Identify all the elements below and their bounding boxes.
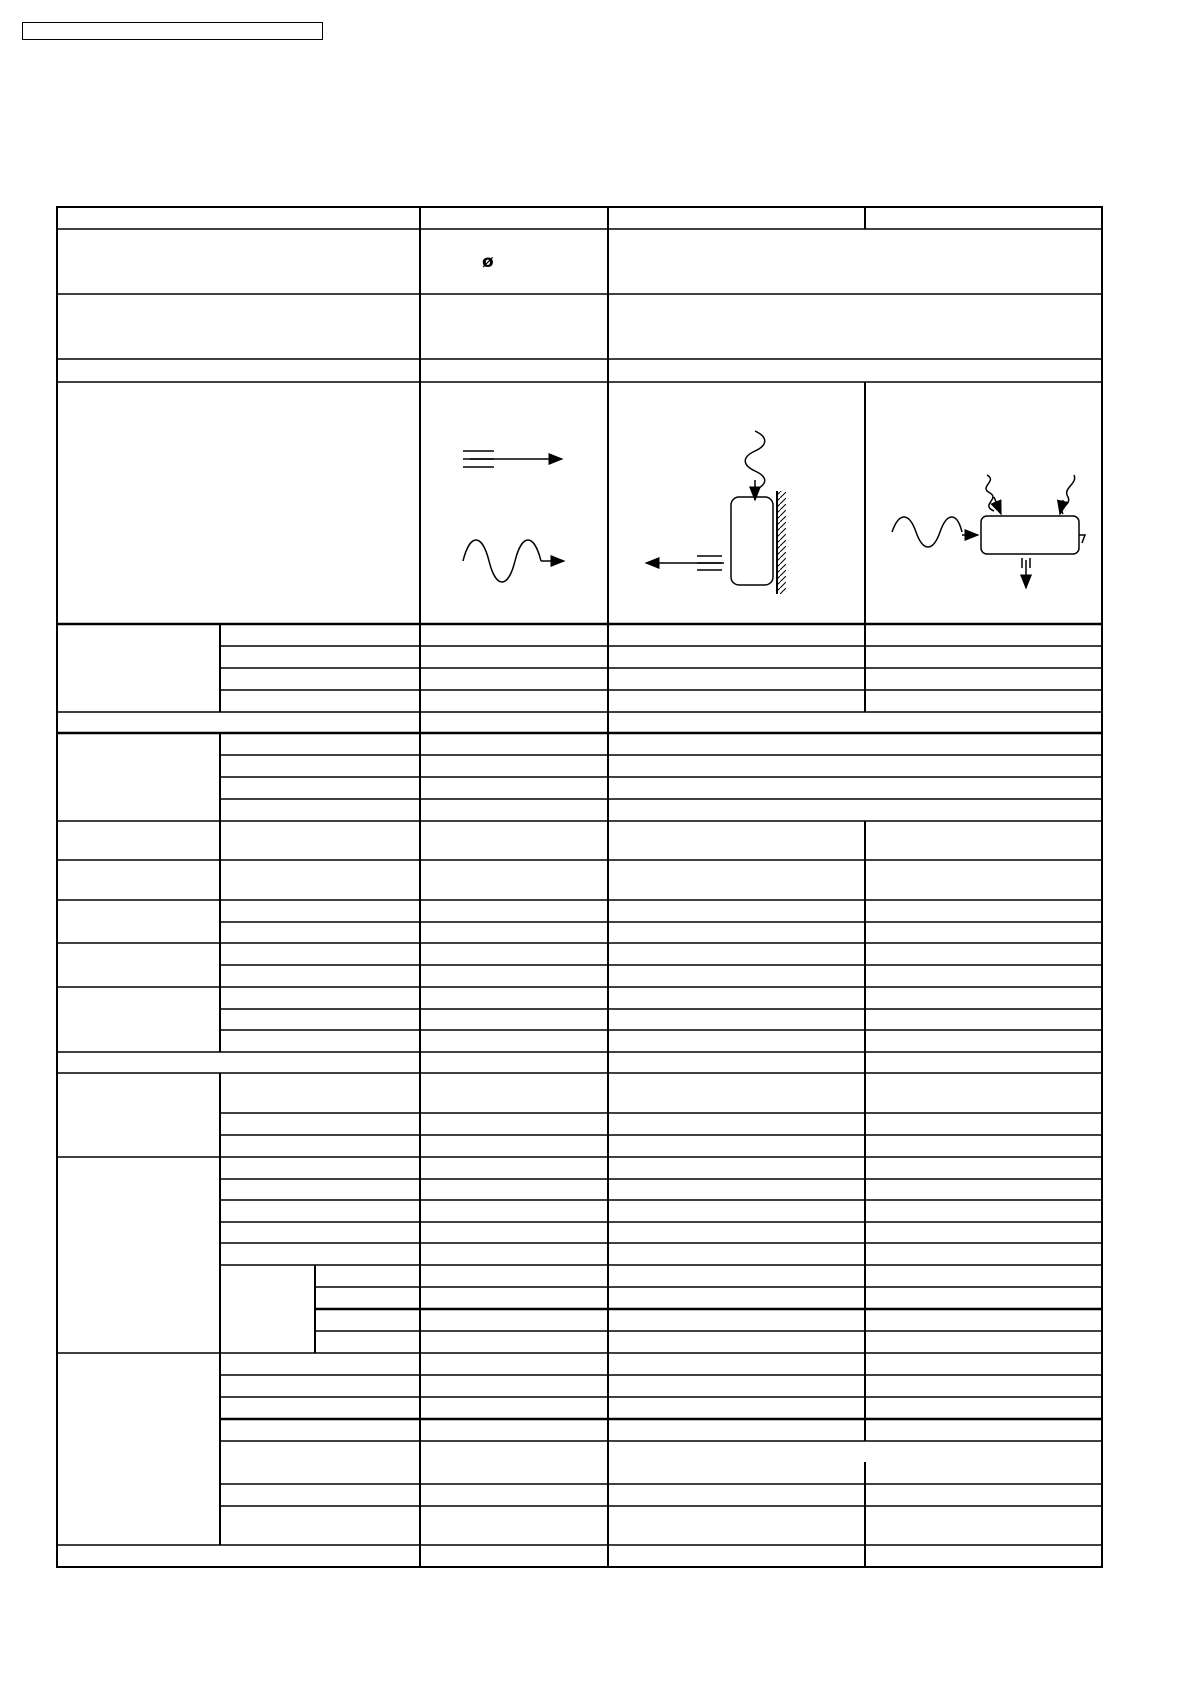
table-frame: [57, 207, 1102, 1567]
outdoor-unit-icon: [892, 475, 1085, 588]
wave-arrow-icon: [463, 540, 564, 582]
table-row-lines: [57, 229, 1102, 1545]
indoor-unit-wall-icon: [646, 431, 786, 594]
fan-arrow-icon: [463, 451, 562, 467]
phase-symbol: ø: [482, 252, 494, 272]
